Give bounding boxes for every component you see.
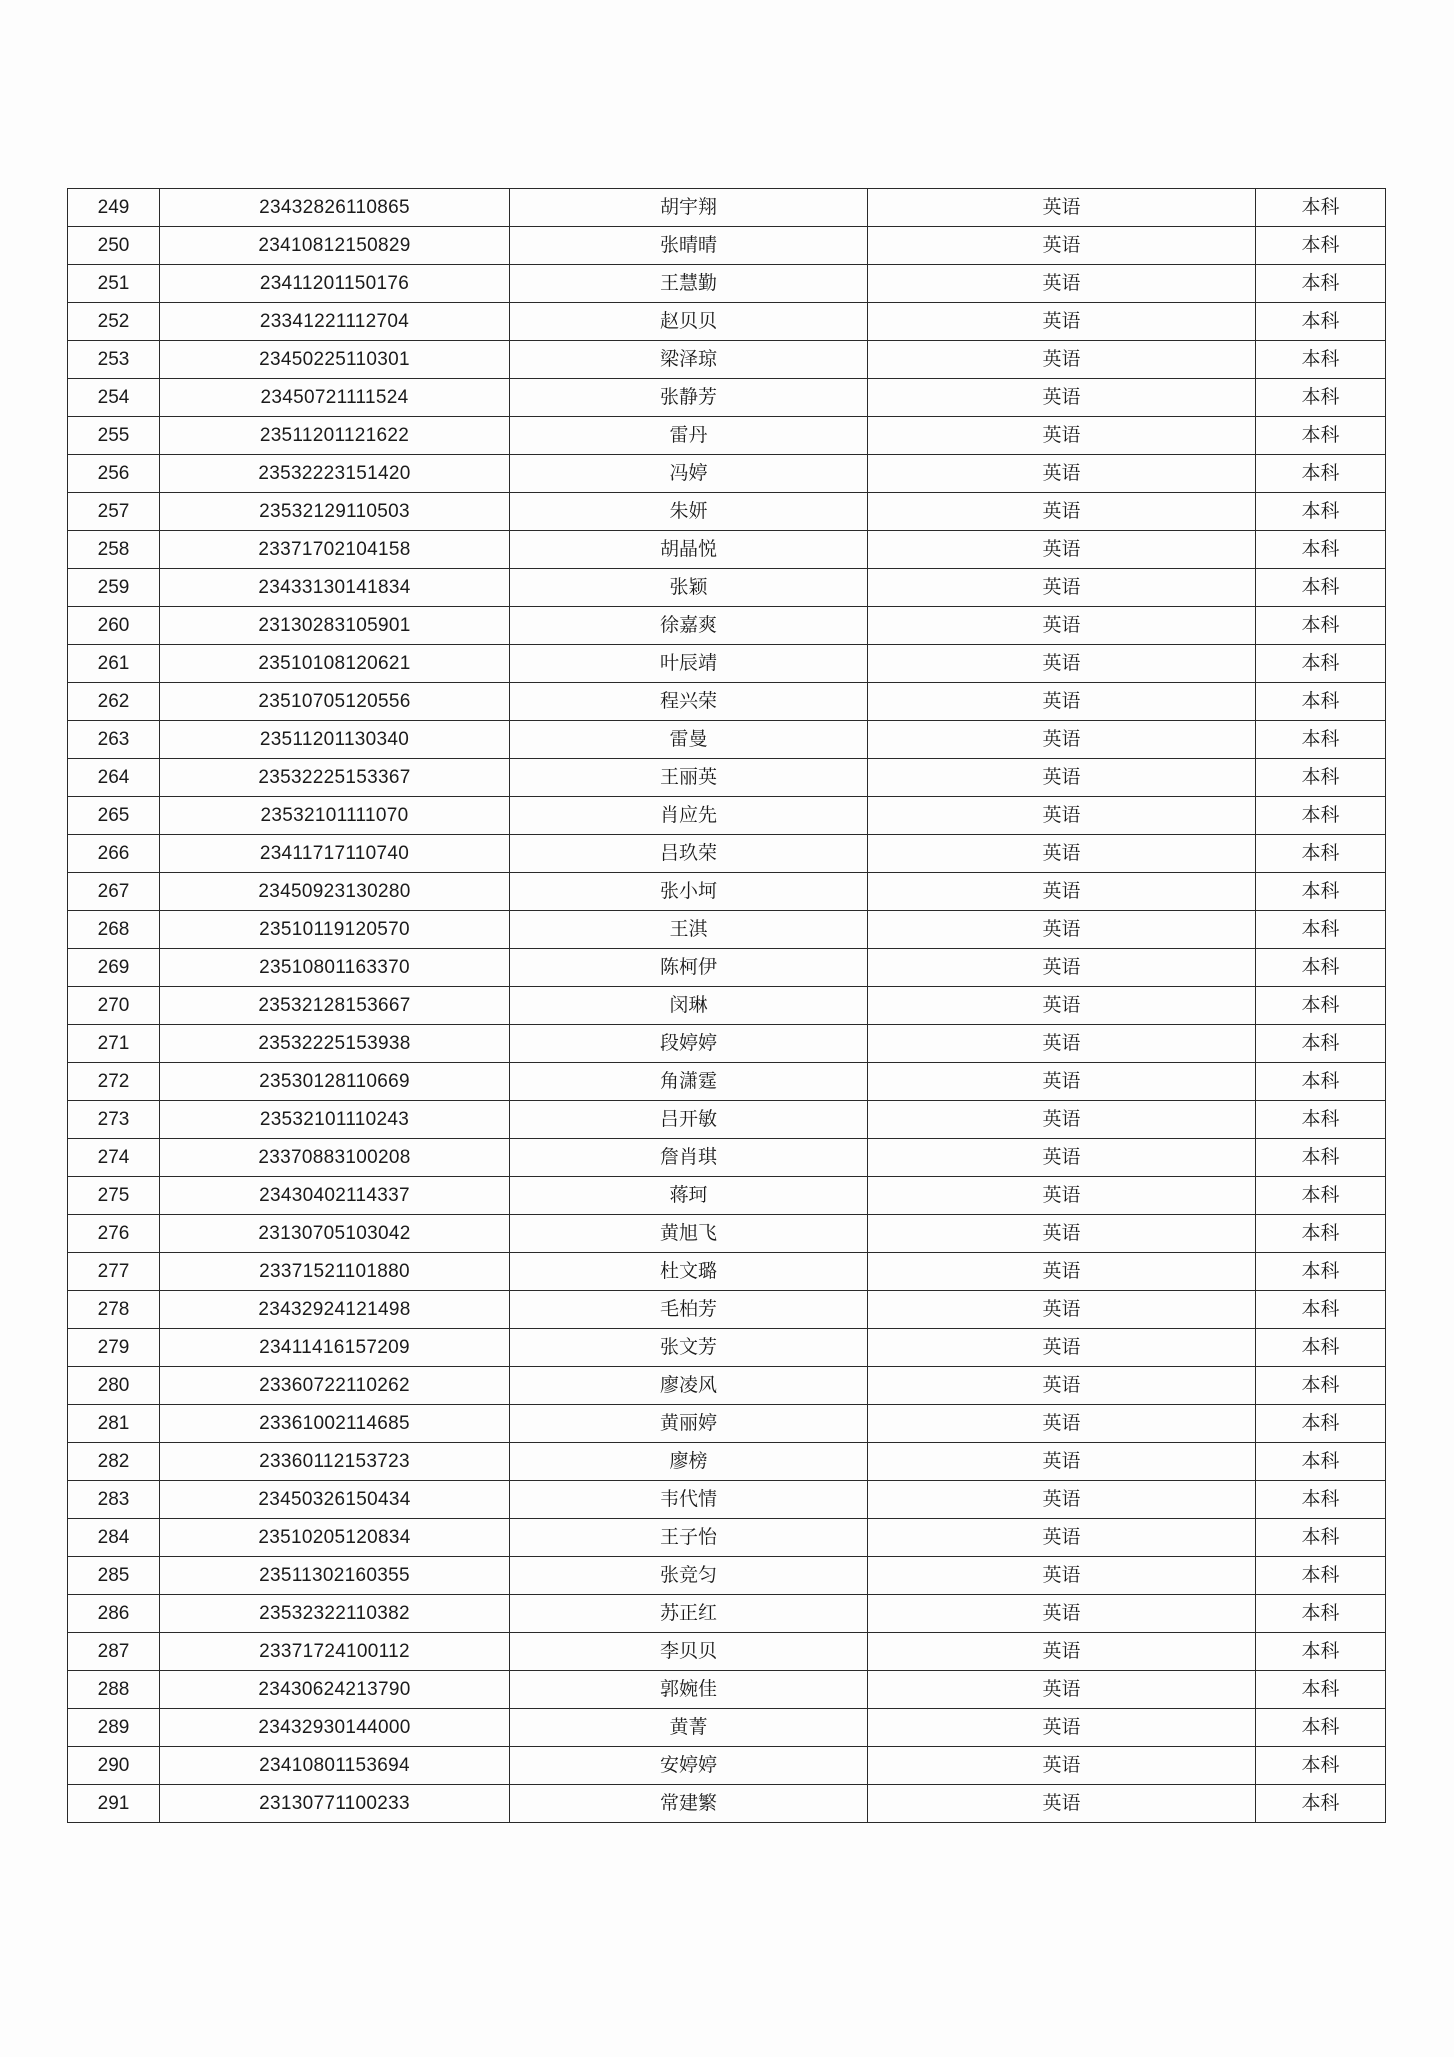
- table-row: [68, 1633, 1386, 1671]
- degree-level-cell: 本科: [1256, 1063, 1386, 1101]
- row-index-cell: 262: [68, 683, 160, 721]
- table-row: [68, 379, 1386, 417]
- student-id-cell: 23532128153667: [160, 987, 510, 1025]
- table-row: [68, 1253, 1386, 1291]
- major-cell: 英语: [868, 873, 1256, 911]
- table-row: [68, 455, 1386, 493]
- major-cell: 英语: [868, 1177, 1256, 1215]
- student-name-cell: 黄旭飞: [510, 1215, 868, 1253]
- row-index-cell: 278: [68, 1291, 160, 1329]
- table-row: [68, 265, 1386, 303]
- major-cell: 英语: [868, 341, 1256, 379]
- row-index-cell: 282: [68, 1443, 160, 1481]
- student-id-cell: 23532223151420: [160, 455, 510, 493]
- table-row: [68, 1595, 1386, 1633]
- student-id-cell: 23450923130280: [160, 873, 510, 911]
- student-roster-table: [67, 188, 1386, 1823]
- student-name-cell: 张竞匀: [510, 1557, 868, 1595]
- student-id-cell: 23532101111070: [160, 797, 510, 835]
- student-name-cell: 段婷婷: [510, 1025, 868, 1063]
- degree-level-cell: 本科: [1256, 303, 1386, 341]
- student-name-cell: 角潇霆: [510, 1063, 868, 1101]
- row-index-cell: 250: [68, 227, 160, 265]
- major-cell: 英语: [868, 949, 1256, 987]
- degree-level-cell: 本科: [1256, 1367, 1386, 1405]
- student-name-cell: 王丽英: [510, 759, 868, 797]
- student-name-cell: 王子怡: [510, 1519, 868, 1557]
- major-cell: 英语: [868, 1291, 1256, 1329]
- table-row: [68, 1557, 1386, 1595]
- student-name-cell: 陈柯伊: [510, 949, 868, 987]
- student-name-cell: 廖凌风: [510, 1367, 868, 1405]
- degree-level-cell: 本科: [1256, 797, 1386, 835]
- student-name-cell: 王慧勤: [510, 265, 868, 303]
- row-index-cell: 272: [68, 1063, 160, 1101]
- student-id-cell: 23510705120556: [160, 683, 510, 721]
- student-id-cell: 23432924121498: [160, 1291, 510, 1329]
- student-id-cell: 23432930144000: [160, 1709, 510, 1747]
- table-row: [68, 1025, 1386, 1063]
- table-row: [68, 1785, 1386, 1823]
- major-cell: 英语: [868, 1595, 1256, 1633]
- major-cell: 英语: [868, 721, 1256, 759]
- table-row: [68, 1367, 1386, 1405]
- student-name-cell: 廖榜: [510, 1443, 868, 1481]
- row-index-cell: 267: [68, 873, 160, 911]
- row-index-cell: 270: [68, 987, 160, 1025]
- degree-level-cell: 本科: [1256, 987, 1386, 1025]
- table-row: [68, 303, 1386, 341]
- major-cell: 英语: [868, 1101, 1256, 1139]
- row-index-cell: 285: [68, 1557, 160, 1595]
- major-cell: 英语: [868, 683, 1256, 721]
- major-cell: 英语: [868, 1329, 1256, 1367]
- student-id-cell: 23130283105901: [160, 607, 510, 645]
- row-index-cell: 273: [68, 1101, 160, 1139]
- row-index-cell: 287: [68, 1633, 160, 1671]
- degree-level-cell: 本科: [1256, 835, 1386, 873]
- degree-level-cell: 本科: [1256, 569, 1386, 607]
- degree-level-cell: 本科: [1256, 189, 1386, 227]
- degree-level-cell: 本科: [1256, 1329, 1386, 1367]
- student-name-cell: 程兴荣: [510, 683, 868, 721]
- student-id-cell: 23411717110740: [160, 835, 510, 873]
- major-cell: 英语: [868, 1215, 1256, 1253]
- row-index-cell: 256: [68, 455, 160, 493]
- student-id-cell: 23430624213790: [160, 1671, 510, 1709]
- table-row: [68, 949, 1386, 987]
- student-name-cell: 毛柏芳: [510, 1291, 868, 1329]
- degree-level-cell: 本科: [1256, 873, 1386, 911]
- row-index-cell: 276: [68, 1215, 160, 1253]
- major-cell: 英语: [868, 797, 1256, 835]
- student-name-cell: 韦代情: [510, 1481, 868, 1519]
- major-cell: 英语: [868, 987, 1256, 1025]
- degree-level-cell: 本科: [1256, 265, 1386, 303]
- row-index-cell: 260: [68, 607, 160, 645]
- major-cell: 英语: [868, 531, 1256, 569]
- student-id-cell: 23430402114337: [160, 1177, 510, 1215]
- student-name-cell: 安婷婷: [510, 1747, 868, 1785]
- row-index-cell: 281: [68, 1405, 160, 1443]
- student-id-cell: 23411201150176: [160, 265, 510, 303]
- major-cell: 英语: [868, 303, 1256, 341]
- degree-level-cell: 本科: [1256, 1139, 1386, 1177]
- student-name-cell: 蒋珂: [510, 1177, 868, 1215]
- student-name-cell: 张颖: [510, 569, 868, 607]
- major-cell: 英语: [868, 1557, 1256, 1595]
- degree-level-cell: 本科: [1256, 1253, 1386, 1291]
- table-row: [68, 1139, 1386, 1177]
- student-name-cell: 詹肖琪: [510, 1139, 868, 1177]
- student-name-cell: 吕开敏: [510, 1101, 868, 1139]
- degree-level-cell: 本科: [1256, 1785, 1386, 1823]
- student-id-cell: 23530128110669: [160, 1063, 510, 1101]
- major-cell: 英语: [868, 569, 1256, 607]
- student-name-cell: 胡宇翔: [510, 189, 868, 227]
- row-index-cell: 257: [68, 493, 160, 531]
- table-row: [68, 1291, 1386, 1329]
- student-name-cell: 常建繁: [510, 1785, 868, 1823]
- student-id-cell: 23341221112704: [160, 303, 510, 341]
- degree-level-cell: 本科: [1256, 1405, 1386, 1443]
- row-index-cell: 283: [68, 1481, 160, 1519]
- degree-level-cell: 本科: [1256, 1481, 1386, 1519]
- student-name-cell: 张静芳: [510, 379, 868, 417]
- row-index-cell: 251: [68, 265, 160, 303]
- student-id-cell: 23511201130340: [160, 721, 510, 759]
- student-name-cell: 冯婷: [510, 455, 868, 493]
- major-cell: 英语: [868, 1253, 1256, 1291]
- student-name-cell: 苏正红: [510, 1595, 868, 1633]
- student-name-cell: 闵琳: [510, 987, 868, 1025]
- student-id-cell: 23433130141834: [160, 569, 510, 607]
- student-name-cell: 吕玖荣: [510, 835, 868, 873]
- student-name-cell: 郭婉佳: [510, 1671, 868, 1709]
- student-id-cell: 23370883100208: [160, 1139, 510, 1177]
- row-index-cell: 284: [68, 1519, 160, 1557]
- student-id-cell: 23510108120621: [160, 645, 510, 683]
- table-row: [68, 683, 1386, 721]
- major-cell: 英语: [868, 265, 1256, 303]
- degree-level-cell: 本科: [1256, 379, 1386, 417]
- degree-level-cell: 本科: [1256, 341, 1386, 379]
- row-index-cell: 253: [68, 341, 160, 379]
- student-name-cell: 雷丹: [510, 417, 868, 455]
- degree-level-cell: 本科: [1256, 493, 1386, 531]
- student-id-cell: 23361002114685: [160, 1405, 510, 1443]
- table-row: [68, 1519, 1386, 1557]
- student-id-cell: 23411416157209: [160, 1329, 510, 1367]
- degree-level-cell: 本科: [1256, 1709, 1386, 1747]
- major-cell: 英语: [868, 1139, 1256, 1177]
- row-index-cell: 286: [68, 1595, 160, 1633]
- student-id-cell: 23130705103042: [160, 1215, 510, 1253]
- student-name-cell: 朱妍: [510, 493, 868, 531]
- degree-level-cell: 本科: [1256, 645, 1386, 683]
- major-cell: 英语: [868, 911, 1256, 949]
- student-id-cell: 23371702104158: [160, 531, 510, 569]
- row-index-cell: 266: [68, 835, 160, 873]
- student-id-cell: 23532101110243: [160, 1101, 510, 1139]
- degree-level-cell: 本科: [1256, 531, 1386, 569]
- degree-level-cell: 本科: [1256, 1025, 1386, 1063]
- roster-table-body: [68, 189, 1386, 1823]
- student-id-cell: 23510119120570: [160, 911, 510, 949]
- row-index-cell: 271: [68, 1025, 160, 1063]
- student-name-cell: 王淇: [510, 911, 868, 949]
- row-index-cell: 265: [68, 797, 160, 835]
- degree-level-cell: 本科: [1256, 417, 1386, 455]
- major-cell: 英语: [868, 1709, 1256, 1747]
- major-cell: 英语: [868, 1443, 1256, 1481]
- student-name-cell: 李贝贝: [510, 1633, 868, 1671]
- table-row: [68, 607, 1386, 645]
- student-name-cell: 黄丽婷: [510, 1405, 868, 1443]
- degree-level-cell: 本科: [1256, 759, 1386, 797]
- table-row: [68, 759, 1386, 797]
- table-row: [68, 873, 1386, 911]
- major-cell: 英语: [868, 1025, 1256, 1063]
- row-index-cell: 258: [68, 531, 160, 569]
- student-name-cell: 张晴晴: [510, 227, 868, 265]
- row-index-cell: 274: [68, 1139, 160, 1177]
- row-index-cell: 277: [68, 1253, 160, 1291]
- row-index-cell: 264: [68, 759, 160, 797]
- student-id-cell: 23510205120834: [160, 1519, 510, 1557]
- degree-level-cell: 本科: [1256, 1215, 1386, 1253]
- student-id-cell: 23532129110503: [160, 493, 510, 531]
- degree-level-cell: 本科: [1256, 607, 1386, 645]
- major-cell: 英语: [868, 455, 1256, 493]
- table-row: [68, 341, 1386, 379]
- row-index-cell: 288: [68, 1671, 160, 1709]
- major-cell: 英语: [868, 645, 1256, 683]
- student-name-cell: 赵贝贝: [510, 303, 868, 341]
- student-id-cell: 23510801163370: [160, 949, 510, 987]
- student-id-cell: 23450326150434: [160, 1481, 510, 1519]
- row-index-cell: 261: [68, 645, 160, 683]
- degree-level-cell: 本科: [1256, 1595, 1386, 1633]
- student-id-cell: 23432826110865: [160, 189, 510, 227]
- student-name-cell: 徐嘉爽: [510, 607, 868, 645]
- row-index-cell: 269: [68, 949, 160, 987]
- table-row: [68, 1101, 1386, 1139]
- degree-level-cell: 本科: [1256, 227, 1386, 265]
- student-name-cell: 胡晶悦: [510, 531, 868, 569]
- table-row: [68, 1709, 1386, 1747]
- table-row: [68, 911, 1386, 949]
- table-row: [68, 1215, 1386, 1253]
- table-row: [68, 1747, 1386, 1785]
- row-index-cell: 252: [68, 303, 160, 341]
- major-cell: 英语: [868, 1481, 1256, 1519]
- degree-level-cell: 本科: [1256, 949, 1386, 987]
- row-index-cell: 254: [68, 379, 160, 417]
- degree-level-cell: 本科: [1256, 1443, 1386, 1481]
- row-index-cell: 280: [68, 1367, 160, 1405]
- table-row: [68, 797, 1386, 835]
- degree-level-cell: 本科: [1256, 721, 1386, 759]
- table-row: [68, 1481, 1386, 1519]
- degree-level-cell: 本科: [1256, 1633, 1386, 1671]
- major-cell: 英语: [868, 417, 1256, 455]
- student-name-cell: 杜文璐: [510, 1253, 868, 1291]
- row-index-cell: 279: [68, 1329, 160, 1367]
- degree-level-cell: 本科: [1256, 911, 1386, 949]
- student-name-cell: 梁泽琼: [510, 341, 868, 379]
- degree-level-cell: 本科: [1256, 1519, 1386, 1557]
- student-name-cell: 黄菁: [510, 1709, 868, 1747]
- student-id-cell: 23532225153367: [160, 759, 510, 797]
- major-cell: 英语: [868, 1671, 1256, 1709]
- student-id-cell: 23360112153723: [160, 1443, 510, 1481]
- major-cell: 英语: [868, 493, 1256, 531]
- degree-level-cell: 本科: [1256, 455, 1386, 493]
- major-cell: 英语: [868, 1519, 1256, 1557]
- major-cell: 英语: [868, 1063, 1256, 1101]
- student-name-cell: 张文芳: [510, 1329, 868, 1367]
- degree-level-cell: 本科: [1256, 1101, 1386, 1139]
- table-row: [68, 1177, 1386, 1215]
- degree-level-cell: 本科: [1256, 1177, 1386, 1215]
- row-index-cell: 275: [68, 1177, 160, 1215]
- student-id-cell: 23511201121622: [160, 417, 510, 455]
- student-id-cell: 23532322110382: [160, 1595, 510, 1633]
- student-name-cell: 张小坷: [510, 873, 868, 911]
- table-row: [68, 835, 1386, 873]
- table-row: [68, 1443, 1386, 1481]
- student-id-cell: 23511302160355: [160, 1557, 510, 1595]
- table-row: [68, 227, 1386, 265]
- major-cell: 英语: [868, 1785, 1256, 1823]
- major-cell: 英语: [868, 1367, 1256, 1405]
- table-row: [68, 1671, 1386, 1709]
- row-index-cell: 290: [68, 1747, 160, 1785]
- table-row: [68, 721, 1386, 759]
- student-id-cell: 23410801153694: [160, 1747, 510, 1785]
- row-index-cell: 289: [68, 1709, 160, 1747]
- degree-level-cell: 本科: [1256, 1671, 1386, 1709]
- row-index-cell: 291: [68, 1785, 160, 1823]
- degree-level-cell: 本科: [1256, 1747, 1386, 1785]
- row-index-cell: 259: [68, 569, 160, 607]
- table-row: [68, 189, 1386, 227]
- major-cell: 英语: [868, 759, 1256, 797]
- table-row: [68, 493, 1386, 531]
- table-row: [68, 645, 1386, 683]
- student-name-cell: 雷曼: [510, 721, 868, 759]
- table-row: [68, 417, 1386, 455]
- table-row: [68, 987, 1386, 1025]
- row-index-cell: 255: [68, 417, 160, 455]
- student-id-cell: 23450225110301: [160, 341, 510, 379]
- row-index-cell: 263: [68, 721, 160, 759]
- table-row: [68, 1063, 1386, 1101]
- table-row: [68, 1405, 1386, 1443]
- major-cell: 英语: [868, 189, 1256, 227]
- major-cell: 英语: [868, 835, 1256, 873]
- student-id-cell: 23450721111524: [160, 379, 510, 417]
- degree-level-cell: 本科: [1256, 1291, 1386, 1329]
- row-index-cell: 268: [68, 911, 160, 949]
- major-cell: 英语: [868, 379, 1256, 417]
- student-id-cell: 23532225153938: [160, 1025, 510, 1063]
- row-index-cell: 249: [68, 189, 160, 227]
- major-cell: 英语: [868, 607, 1256, 645]
- student-id-cell: 23371724100112: [160, 1633, 510, 1671]
- student-id-cell: 23410812150829: [160, 227, 510, 265]
- major-cell: 英语: [868, 1633, 1256, 1671]
- table-row: [68, 531, 1386, 569]
- student-name-cell: 肖应先: [510, 797, 868, 835]
- student-id-cell: 23371521101880: [160, 1253, 510, 1291]
- table-row: [68, 569, 1386, 607]
- major-cell: 英语: [868, 1405, 1256, 1443]
- student-name-cell: 叶辰靖: [510, 645, 868, 683]
- degree-level-cell: 本科: [1256, 1557, 1386, 1595]
- table-row: [68, 1329, 1386, 1367]
- student-id-cell: 23130771100233: [160, 1785, 510, 1823]
- major-cell: 英语: [868, 227, 1256, 265]
- student-id-cell: 23360722110262: [160, 1367, 510, 1405]
- major-cell: 英语: [868, 1747, 1256, 1785]
- degree-level-cell: 本科: [1256, 683, 1386, 721]
